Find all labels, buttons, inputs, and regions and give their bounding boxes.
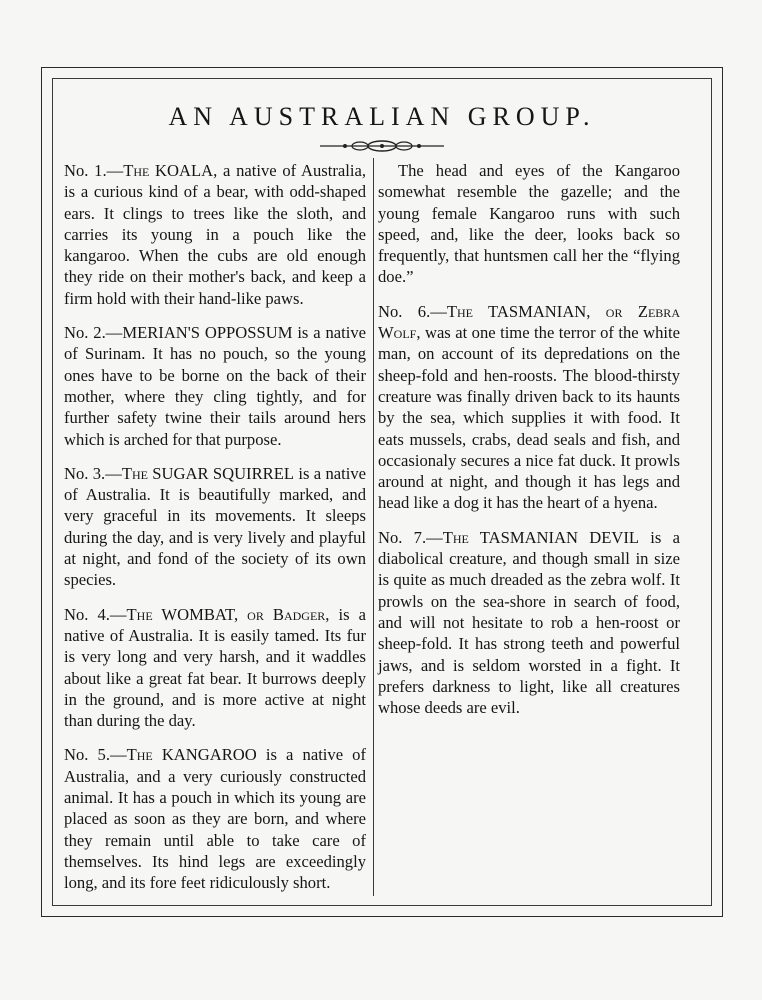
entry-text: , is a native of Australia. It is easily tamed. Its fur is very long and very harsh, and it waddles about like a great fat bear. It burrows deeply in the ground, and is more active at night than during the day. — [64, 604, 366, 731]
title-ornament-icon — [320, 138, 444, 154]
entry-name: The KANGAROO — [126, 745, 257, 765]
entry-number: No. 7.— — [378, 527, 443, 547]
entry-number: No. 5.— — [64, 745, 127, 765]
entry-number: No. 1.— — [64, 161, 124, 180]
column-divider — [373, 158, 374, 896]
entry-wombat — [64, 604, 366, 732]
entry-number: No. 4.— — [64, 604, 127, 624]
entry-text: , was at one time the terror of the white man, on account of its depredations on the sheep-fold and hen-roosts. The blood-thirsty creature was finally driven back to its haunts by the sea, which supplies it with food. It eats mussels, crabs, dead seals and fish, and occasionaly secures a nice fat duck. It prowls around at night, and though it has legs and head like a dog it has the heart of a hyena. — [378, 323, 680, 513]
entry-text: is a native of Australia, and a very curiously constructed animal. It has a pouch in which its young are placed as soon as they are born, and where they remain until able to take care of themselves. Its hind legs are exceedingly long, and its fore feet ridiculously short. — [64, 745, 366, 893]
entry-name: The TASMANIAN DEVIL — [442, 527, 640, 547]
entry-name: The WOMBAT, or Badger — [126, 604, 326, 624]
entry-kangaroo-paragraph-2: The head and eyes of the Kangaroo somewhat resemble the gazelle; and the young female Kangaroo runs with such speed, and, like the deer, looks back so frequently, that huntsmen call her the “flying doe.” — [378, 161, 680, 287]
entry-kangaroo — [64, 744, 366, 893]
entry-text: is a diabolical creature, and though small in size is quite as much dreaded as the zebra wolf. It prowls on the sea-shore in search of food, and will not hesitate to rob a hen-roost or sheep-fold. It has strong teeth and powerful jaws, and is seldom worsted in a fight. It prefers darkness to light, like all creatures whose deeds are evil. — [378, 527, 680, 718]
entry-text: is a native of Surinam. It has no pouch, so the young ones have to be borne on the back of their mother, where they cling tightly, and for further safety twine their tails around hers which is arched for that purpose. — [64, 323, 366, 449]
entry-number: No. 3.— — [64, 463, 122, 483]
entry-oppossum — [64, 322, 366, 450]
page-title: AN AUSTRALIAN GROUP. — [168, 102, 596, 131]
entry-koala — [64, 160, 366, 309]
entry-name: The KOALA — [123, 161, 214, 180]
entry-text: , a native of Australia, is a curious kind of a bear, with odd-shaped ears. It clings to trees like the sloth, and carries its young in a pouch like the kangaroo. When the cubs are old enough they ride on their mother's back, and keep a firm hold with their hand-like paws. — [64, 161, 366, 308]
entry-name: The TASMANIAN, or Zebra Wolf — [378, 301, 680, 343]
entry-sugar-squirrel — [64, 463, 366, 591]
left-column — [64, 160, 366, 894]
right-column — [378, 160, 680, 718]
entry-name: The SUGAR SQUIRREL — [121, 463, 294, 483]
entry-text: is a native of Australia. It is beautifully marked, and very graceful in its movements. It sleeps during the day, and is very lively and playful at night, and fond of the society of its own species. — [64, 463, 366, 590]
entry-tasmanian-wolf — [378, 301, 680, 514]
entry-number: No. 2.— — [64, 323, 123, 343]
entry-name: MERIAN'S OPPOSSUM — [122, 323, 293, 343]
entry-number: No. 6.— — [378, 301, 447, 321]
entry-tasmanian-devil — [378, 527, 680, 719]
